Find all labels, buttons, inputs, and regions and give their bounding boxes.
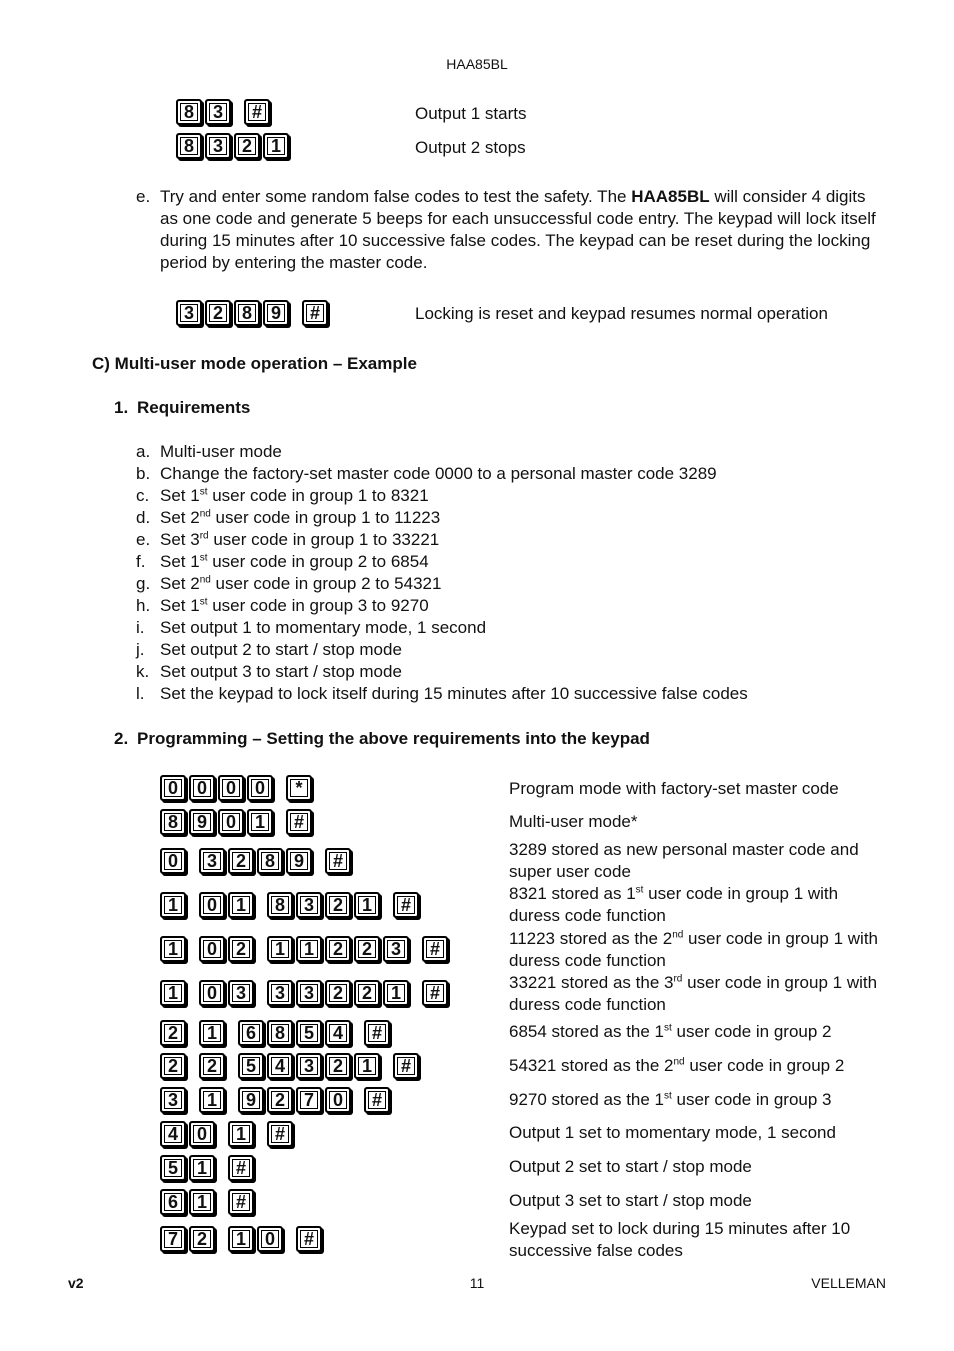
line-text: Set output 3 to start / stop mode xyxy=(160,662,402,681)
subsection-number: 2. xyxy=(114,729,129,748)
requirement-item xyxy=(160,551,429,573)
keypad-key: 1 xyxy=(383,980,409,1006)
description-line xyxy=(509,1218,850,1240)
list-marker: h. xyxy=(136,596,151,615)
line-text: duress code function xyxy=(509,995,666,1014)
list-marker: a. xyxy=(136,442,151,461)
example-description: Locking is reset and keypad resumes normal operation xyxy=(415,304,828,323)
line-text: Output 1 set to momentary mode, 1 second xyxy=(509,1123,836,1142)
keypad-key: 1 xyxy=(160,936,186,962)
line-text: user code in group 1 to 8321 xyxy=(207,486,429,505)
description-line xyxy=(509,1122,836,1144)
keypad-key: 1 xyxy=(199,1087,225,1113)
keypad-key: 5 xyxy=(296,1020,322,1046)
requirement-item xyxy=(160,639,402,661)
footer-brand: VELLEMAN xyxy=(811,1275,886,1291)
keypad-key: 3 xyxy=(160,1087,186,1113)
step-description xyxy=(509,1122,836,1144)
list-marker: d. xyxy=(136,508,151,527)
keypad-key: 1 xyxy=(296,936,322,962)
keypad-sequence xyxy=(160,1226,325,1252)
keypad-sequence xyxy=(176,133,292,159)
line-text: Set 1 xyxy=(160,486,200,505)
keypad-key: 0 xyxy=(189,775,215,801)
keypad-key: 0 xyxy=(199,980,225,1006)
example-description: Output 1 starts xyxy=(415,104,527,123)
keypad-key: # xyxy=(267,1121,293,1147)
line-text: Output 3 set to start / stop mode xyxy=(509,1191,752,1210)
keypad-key: 0 xyxy=(247,775,273,801)
list-marker: j. xyxy=(136,640,145,659)
keypad-key: 0 xyxy=(160,775,186,801)
line-text: Set 1 xyxy=(160,552,200,571)
line-text: duress code function xyxy=(509,951,666,970)
keypad-sequence xyxy=(160,980,451,1006)
product-name: HAA85BL xyxy=(631,187,710,206)
keypad-key: 3 xyxy=(199,848,225,874)
line-text: 9270 stored as the 1 xyxy=(509,1090,665,1109)
paragraph-text: will consider 4 digits as one code and generate 5 beeps for each unsuccessful code entry. The keypad will lock itself during 15 minutes after 10 successive false codes. The keypad can be reset during the locking period by entering the master code. xyxy=(160,187,876,272)
keypad-key: # xyxy=(422,936,448,962)
step-description xyxy=(509,1055,844,1077)
line-text: user code in group 3 xyxy=(671,1090,832,1109)
requirement-item xyxy=(160,485,429,507)
keypad-key: 8 xyxy=(160,809,186,835)
list-marker: e. xyxy=(136,530,151,549)
line-text: 8321 stored as 1 xyxy=(509,884,636,903)
keypad-key: 0 xyxy=(199,936,225,962)
keypad-sequence xyxy=(160,1020,393,1046)
keypad-key: # xyxy=(302,300,328,326)
requirement-item xyxy=(160,529,439,551)
line-text: Keypad set to lock during 15 minutes after 10 xyxy=(509,1219,851,1238)
keypad-key: 1 xyxy=(189,1189,215,1215)
section-title: C) Multi-user mode operation – Example xyxy=(92,354,417,373)
ordinal-suffix: st xyxy=(199,486,208,498)
keypad-key: 1 xyxy=(160,980,186,1006)
keypad-key: 9 xyxy=(238,1087,264,1113)
ordinal-suffix: st xyxy=(199,552,208,564)
keypad-key: 1 xyxy=(228,892,254,918)
line-text: Multi-user mode* xyxy=(509,812,638,831)
keypad-key: 2 xyxy=(199,1053,225,1079)
keypad-key: 3 xyxy=(176,300,202,326)
ordinal-suffix: st xyxy=(635,884,644,896)
line-text: user code in group 2 xyxy=(684,1056,845,1075)
safety-paragraph xyxy=(160,186,885,274)
line-text: user code in group 2 xyxy=(671,1022,832,1041)
ordinal-suffix: nd xyxy=(673,1056,685,1068)
keypad-sequence xyxy=(176,300,331,326)
keypad-key: 1 xyxy=(354,892,380,918)
line-text: user code in group 1 with xyxy=(682,973,878,992)
list-marker: i. xyxy=(136,618,145,637)
step-description xyxy=(509,972,877,1016)
description-line xyxy=(509,839,859,861)
keypad-key: 2 xyxy=(234,133,260,159)
keypad-key: # xyxy=(422,980,448,1006)
keypad-key: 1 xyxy=(247,809,273,835)
line-text: user code in group 2 to 6854 xyxy=(207,552,429,571)
keypad-key: 2 xyxy=(228,936,254,962)
keypad-key: 3 xyxy=(296,892,322,918)
keypad-key: 3 xyxy=(205,99,231,125)
line-text: Set the keypad to lock itself during 15 minutes after 10 successive false codes xyxy=(160,684,748,703)
line-text: Set 3 xyxy=(160,530,200,549)
keypad-key: 2 xyxy=(267,1087,293,1113)
keypad-key: 9 xyxy=(189,809,215,835)
requirement-item xyxy=(160,573,441,595)
footer-page-number: 11 xyxy=(469,1275,485,1291)
keypad-sequence xyxy=(160,1155,257,1181)
keypad-key: 2 xyxy=(354,980,380,1006)
ordinal-suffix: rd xyxy=(199,530,209,542)
line-text: user code in group 1 to 33221 xyxy=(208,530,440,549)
keypad-key: 6 xyxy=(160,1189,186,1215)
keypad-key: 1 xyxy=(228,1226,254,1252)
keypad-key: 1 xyxy=(199,1020,225,1046)
line-text: Set output 1 to momentary mode, 1 second xyxy=(160,618,487,637)
keypad-key: 1 xyxy=(354,1053,380,1079)
list-marker: k. xyxy=(136,662,150,681)
keypad-key: 8 xyxy=(257,848,283,874)
line-text: Program mode with factory-set master code xyxy=(509,779,839,798)
keypad-key: # xyxy=(393,1053,419,1079)
requirement-item xyxy=(160,595,429,617)
step-description xyxy=(509,1218,850,1262)
description-line xyxy=(509,905,838,927)
keypad-key: # xyxy=(286,809,312,835)
keypad-sequence xyxy=(160,1087,393,1113)
keypad-key: 3 xyxy=(228,980,254,1006)
requirement-item xyxy=(160,661,402,683)
description-line xyxy=(509,811,638,833)
ordinal-suffix: st xyxy=(199,596,208,608)
keypad-key: 2 xyxy=(325,892,351,918)
line-text: 3289 stored as new personal master code and xyxy=(509,840,859,859)
line-text: Set output 2 to start / stop mode xyxy=(160,640,402,659)
ordinal-suffix: st xyxy=(664,1090,672,1102)
keypad-key: 3 xyxy=(296,980,322,1006)
line-text: user code in group 3 to 9270 xyxy=(207,596,429,615)
keypad-sequence xyxy=(160,892,422,918)
page-header: HAA85BL xyxy=(446,56,508,72)
line-text: 11223 stored as the 2 xyxy=(509,929,673,948)
keypad-key: 8 xyxy=(267,892,293,918)
requirement-item xyxy=(160,617,486,639)
description-line xyxy=(509,972,877,994)
ordinal-suffix: st xyxy=(664,1022,672,1034)
keypad-key: 6 xyxy=(238,1020,264,1046)
step-description xyxy=(509,928,878,972)
list-marker: f. xyxy=(136,552,146,571)
requirement-item xyxy=(160,507,440,529)
list-marker: l. xyxy=(136,684,145,703)
keypad-key: 8 xyxy=(234,300,260,326)
step-description xyxy=(509,839,859,883)
step-description xyxy=(509,1156,752,1178)
requirement-item xyxy=(160,683,748,705)
subsection-title: Programming – Setting the above requirements into the keypad xyxy=(137,729,650,748)
step-description xyxy=(509,811,638,833)
keypad-key: 0 xyxy=(218,809,244,835)
requirement-item xyxy=(160,441,282,463)
keypad-sequence xyxy=(160,1189,257,1215)
line-text: Set 2 xyxy=(160,508,200,527)
keypad-key: 1 xyxy=(263,133,289,159)
keypad-key: # xyxy=(364,1020,390,1046)
step-description xyxy=(509,1190,752,1212)
keypad-key: 7 xyxy=(160,1226,186,1252)
example-description: Output 2 stops xyxy=(415,138,526,157)
keypad-key: # xyxy=(364,1087,390,1113)
step-description xyxy=(509,883,838,927)
keypad-key: 7 xyxy=(296,1087,322,1113)
keypad-key: 2 xyxy=(189,1226,215,1252)
keypad-key: 4 xyxy=(160,1121,186,1147)
description-line xyxy=(509,1021,832,1043)
keypad-key: 1 xyxy=(267,936,293,962)
keypad-key: 3 xyxy=(205,133,231,159)
requirement-item xyxy=(160,463,717,485)
line-text: Output 2 set to start / stop mode xyxy=(509,1157,752,1176)
keypad-key: # xyxy=(228,1155,254,1181)
keypad-key: 0 xyxy=(160,848,186,874)
keypad-key: 2 xyxy=(205,300,231,326)
keypad-key: 4 xyxy=(267,1053,293,1079)
line-text: user code in group 1 with xyxy=(643,884,839,903)
keypad-key: 2 xyxy=(354,936,380,962)
description-line xyxy=(509,1240,850,1262)
description-line xyxy=(509,1089,832,1111)
description-line xyxy=(509,928,878,950)
keypad-key: # xyxy=(296,1226,322,1252)
keypad-key: 8 xyxy=(176,99,202,125)
keypad-key: 1 xyxy=(160,892,186,918)
line-text: Set 2 xyxy=(160,574,200,593)
keypad-key: # xyxy=(228,1189,254,1215)
list-marker: b. xyxy=(136,464,151,483)
keypad-key: # xyxy=(393,892,419,918)
step-description xyxy=(509,1021,832,1043)
ordinal-suffix: nd xyxy=(672,929,684,941)
keypad-key: 3 xyxy=(267,980,293,1006)
keypad-key: 8 xyxy=(176,133,202,159)
ordinal-suffix: nd xyxy=(199,508,211,520)
subsection-number: 1. xyxy=(114,398,129,417)
keypad-sequence xyxy=(160,1121,296,1147)
line-text: Change the factory-set master code 0000 to a personal master code 3289 xyxy=(160,464,717,483)
line-text: user code in group 1 to 11223 xyxy=(210,508,441,527)
description-line xyxy=(509,1055,844,1077)
keypad-key: 5 xyxy=(238,1053,264,1079)
keypad-key: 0 xyxy=(218,775,244,801)
line-text: duress code function xyxy=(509,906,666,925)
list-marker: e. xyxy=(136,187,151,206)
description-line xyxy=(509,861,859,883)
keypad-sequence xyxy=(176,99,273,125)
keypad-sequence xyxy=(160,1053,422,1079)
keypad-key: 9 xyxy=(263,300,289,326)
keypad-key: 1 xyxy=(228,1121,254,1147)
line-text: successive false codes xyxy=(509,1241,683,1260)
keypad-key: 1 xyxy=(189,1155,215,1181)
line-text: 33221 stored as the 3 xyxy=(509,973,674,992)
keypad-key: 3 xyxy=(296,1053,322,1079)
line-text: super user code xyxy=(509,862,631,881)
line-text: user code in group 1 with xyxy=(683,929,878,948)
footer-version: v2 xyxy=(68,1275,84,1291)
keypad-key: 2 xyxy=(325,1053,351,1079)
description-line xyxy=(509,883,838,905)
keypad-key: 5 xyxy=(160,1155,186,1181)
keypad-key: 9 xyxy=(286,848,312,874)
keypad-key: 0 xyxy=(325,1087,351,1113)
list-marker: g. xyxy=(136,574,151,593)
description-line xyxy=(509,778,839,800)
line-text: 54321 stored as the 2 xyxy=(509,1056,674,1075)
description-line xyxy=(509,1190,752,1212)
keypad-key: 8 xyxy=(267,1020,293,1046)
keypad-key: 0 xyxy=(189,1121,215,1147)
ordinal-suffix: nd xyxy=(199,574,211,586)
keypad-sequence xyxy=(160,809,315,835)
keypad-sequence xyxy=(160,775,315,801)
description-line xyxy=(509,950,878,972)
line-text: 6854 stored as the 1 xyxy=(509,1022,665,1041)
keypad-sequence xyxy=(160,848,354,874)
keypad-key: # xyxy=(325,848,351,874)
ordinal-suffix: rd xyxy=(673,973,683,985)
keypad-key: # xyxy=(244,99,270,125)
keypad-sequence xyxy=(160,936,451,962)
keypad-key: 2 xyxy=(160,1053,186,1079)
description-line xyxy=(509,1156,752,1178)
paragraph-text: Try and enter some random false codes to test the safety. The xyxy=(160,187,632,206)
line-text: Multi-user mode xyxy=(160,442,282,461)
keypad-key: 4 xyxy=(325,1020,351,1046)
keypad-key: 2 xyxy=(228,848,254,874)
keypad-key: 2 xyxy=(325,980,351,1006)
keypad-key: 3 xyxy=(383,936,409,962)
keypad-key: 0 xyxy=(199,892,225,918)
list-marker: c. xyxy=(136,486,150,505)
line-text: Set 1 xyxy=(160,596,200,615)
keypad-key: 0 xyxy=(257,1226,283,1252)
keypad-key: 2 xyxy=(325,936,351,962)
subsection-title: Requirements xyxy=(137,398,251,417)
step-description xyxy=(509,1089,832,1111)
description-line xyxy=(509,994,877,1016)
keypad-key: 2 xyxy=(160,1020,186,1046)
line-text: user code in group 2 to 54321 xyxy=(210,574,442,593)
step-description xyxy=(509,778,839,800)
keypad-key: * xyxy=(286,775,312,801)
